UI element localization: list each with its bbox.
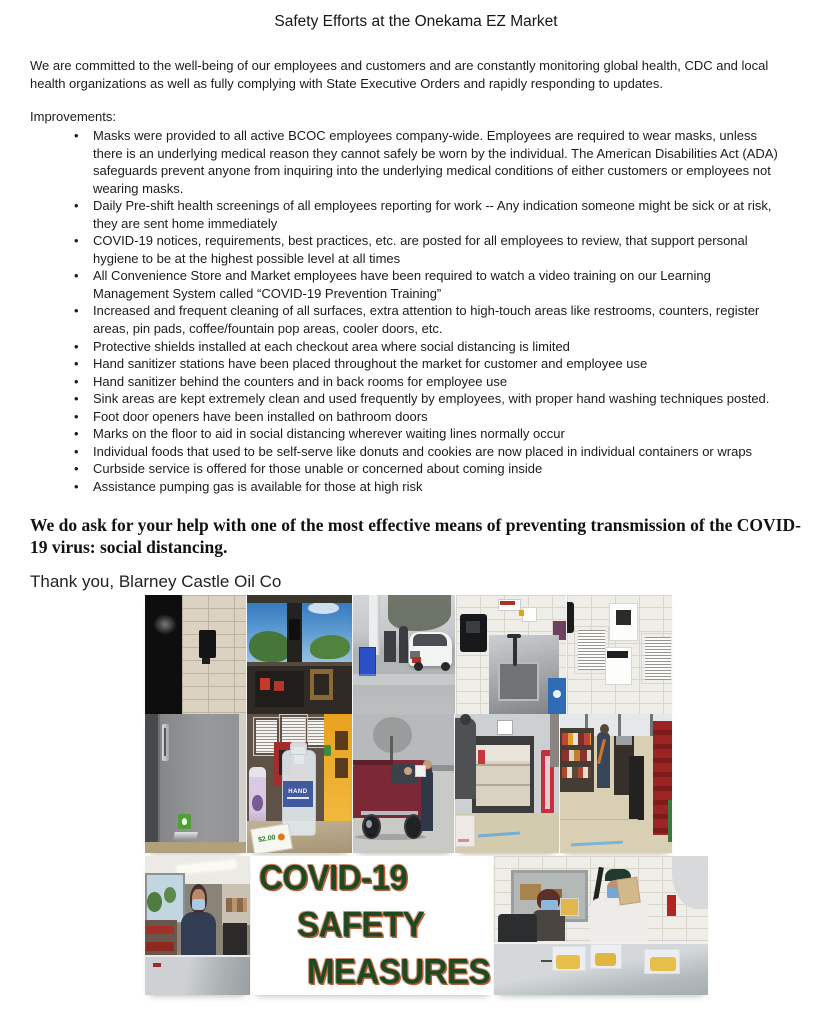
- covid-text-line2: SAFETY: [297, 904, 425, 944]
- suv-wheel: [414, 662, 423, 671]
- distancing-tape-blue: [571, 840, 623, 846]
- box-logo-circle: [553, 690, 561, 698]
- photo-bathroom-door-foot-opener: [145, 714, 246, 853]
- shelf-products-row: [562, 733, 591, 744]
- basket-handle: [541, 960, 552, 962]
- photo-curbside-service-truck: [353, 714, 454, 853]
- floor-box: [455, 815, 475, 848]
- bottle-label: [283, 781, 313, 807]
- faucet: [513, 635, 517, 666]
- bullet-item: • Individual foods that used to be self-serve like donuts and cookies are now placed in individual containers or wraps: [72, 443, 786, 461]
- stand-sticker-green: [324, 745, 331, 756]
- merch-box-dark: [314, 674, 329, 695]
- stand-slot: [335, 758, 348, 777]
- recycle-bin-blue: [359, 647, 376, 675]
- food-fries-yellow: [595, 953, 616, 966]
- sanitizer-dispenser-icon: [199, 630, 216, 658]
- vent-hood: [672, 856, 708, 909]
- notice-paper: [641, 633, 673, 684]
- canopy-column: [369, 595, 379, 655]
- page-title: Safety Efforts at the Onekama EZ Market: [274, 13, 558, 30]
- intro-paragraph: We are committed to the well-being of our employees and customers and are constantly monitoring global health, CDC and local health organizations as well as fully complying with State Executive Orders and rapidly responding to updates.: [30, 58, 769, 91]
- covid-safety-text-block: [251, 856, 493, 995]
- case-shelf-line: [476, 764, 530, 766]
- covid-text-line3: MEASURES: [306, 951, 490, 991]
- face-mask-blue: [192, 899, 205, 910]
- held-box-tan: [616, 877, 641, 905]
- back-shelf-boxes: [226, 898, 247, 912]
- wall-hook-dark: [567, 602, 574, 633]
- photo-entry-sanitizer-dispenser: [145, 595, 246, 714]
- bullet-item: • Increased and frequent cleaning of all surfaces, extra attention to high-touch areas like restrooms, counters, register areas, pin pads, coffee/fountain pop areas, cooler doors, etc.: [72, 302, 786, 337]
- improvements-label: Improvements:: [30, 109, 116, 125]
- food-fries-yellow: [650, 957, 676, 971]
- wet-pavement-sheen: [353, 674, 455, 686]
- wall-frame: [497, 720, 514, 736]
- held-item-yellow: [560, 898, 579, 917]
- register-top: [616, 736, 632, 744]
- tree-canopy: [388, 595, 451, 631]
- notice-small: [522, 607, 537, 622]
- person-at-pump: [399, 626, 408, 663]
- ground-shadow: [355, 834, 426, 841]
- stand-slot: [335, 731, 348, 750]
- bullet-item: • Marks on the floor to aid in social distancing wherever waiting lines normally occur: [72, 425, 786, 443]
- floor-seam: [560, 819, 638, 820]
- door-smudge: [153, 614, 177, 635]
- staff-woman-mask: [541, 900, 558, 910]
- photo-masked-kitchen-staff: [494, 856, 708, 995]
- floor-box-stripe: [458, 839, 468, 842]
- suv-windows: [413, 634, 447, 646]
- foot-door-pull: [173, 832, 198, 840]
- photo-checkout-floor-marks: [560, 714, 672, 853]
- dispenser-window: [466, 621, 480, 633]
- warning-sign-text: [500, 601, 515, 605]
- photo-gas-pumps-suv: [353, 595, 455, 714]
- photo-storefront-windows: [247, 595, 352, 714]
- shelf-products-row: [562, 767, 591, 778]
- bullet-item: • All Convenience Store and Market employees have been required to watch a video training on our Learning Management System called “COVID-19 Prevention Training”: [72, 267, 786, 302]
- tree-foliage: [249, 631, 291, 662]
- window-sill: [247, 662, 352, 667]
- green-edge-strip: [668, 800, 672, 842]
- food-fries-yellow: [556, 955, 580, 969]
- window-mullion: [618, 714, 621, 736]
- dark-tower-display: [629, 756, 644, 820]
- suv-wheel: [441, 662, 450, 671]
- photo-bakery-case-distancing: [455, 714, 559, 853]
- bottle-label-line2: [287, 797, 308, 799]
- bullet-item: • Foot door openers have been installed on bathroom doors: [72, 408, 786, 426]
- photo-handwash-sink: [456, 595, 566, 714]
- bullet-item: • Hand sanitizer behind the counters and in back rooms for employee use: [72, 373, 786, 391]
- closing-line-1: We do ask for your help with one of the most effective means of preventing transmission of the COVID-: [30, 514, 801, 535]
- driver-head: [404, 767, 412, 775]
- photo-masked-cashier: [145, 856, 250, 995]
- truck-bed-rail: [353, 760, 393, 766]
- photo-posted-notices: [567, 595, 672, 714]
- window-greenery: [147, 892, 162, 911]
- shopper-figure: [455, 718, 476, 799]
- closing-statement: [30, 514, 812, 558]
- photo-collage: [145, 595, 708, 995]
- caution-dot-yellow: [519, 610, 524, 616]
- price-tag-red: [274, 681, 283, 692]
- dispenser-nozzle: [202, 658, 210, 664]
- handle-slot: [164, 728, 166, 756]
- red-tag: [478, 750, 485, 764]
- shelf-products-row: [562, 750, 591, 761]
- closing-line-2: 19 virus: social distancing.: [30, 536, 228, 557]
- soap-dispenser: [460, 614, 486, 652]
- bullet-item: • Protective shields installed at each checkout area where social distancing is limited: [72, 338, 786, 356]
- fuel-pump: [384, 631, 396, 662]
- notice-header-bar: [607, 651, 628, 658]
- can-label-swirl: [252, 795, 263, 812]
- handoff-bag: [415, 765, 426, 777]
- bullet-item: • COVID-19 notices, requirements, best practices, etc. are posted for all employees to review, that support personal hygiene to be at the highest possible level at all times: [72, 232, 786, 267]
- tree-foliage: [310, 635, 350, 659]
- door-edge-line: [158, 714, 160, 853]
- bottle-neck: [290, 742, 307, 755]
- right-shelf: [550, 714, 559, 767]
- price-tag-red: [260, 678, 271, 690]
- bullet-item: • Hand sanitizer stations have been placed throughout the market for customer and employee use: [72, 355, 786, 373]
- column-dispenser: [289, 619, 300, 640]
- notice-photo-box: [616, 610, 631, 624]
- bullet-item: • Masks were provided to all active BCOC employees company-wide. Employees are required to wear masks, unless there is an underlying medical reason they cannot safely be worn by the individual. The American Disabilities Act (ADA) safeguards prevent anyone from inquiring into the underlying medical conditions of either customers or employees not wearing masks.: [72, 127, 786, 197]
- door-frame: [145, 714, 158, 853]
- right-wall: [239, 714, 246, 853]
- signature-line: Thank you, Blarney Castle Oil Co: [30, 571, 282, 591]
- bullet-item: • Daily Pre-shift health screenings of all employees reporting for work -- Any indication someone might be sick or at risk, they are sent home immediately: [72, 197, 786, 232]
- case-shelf-line: [476, 784, 530, 786]
- price-card: [250, 823, 292, 853]
- sink-basin: [498, 662, 539, 702]
- covid-text-line1: COVID-19: [259, 857, 408, 897]
- window-header: [247, 595, 352, 603]
- photo-hand-sanitizer-bottle: [247, 714, 352, 853]
- employee-figure: [421, 770, 433, 831]
- shelf-red-row: [146, 926, 174, 934]
- bottle-label-line1: HAND: [288, 788, 308, 795]
- faucet-spout: [507, 634, 521, 638]
- bullet-item: • Assistance pumping gas is available for those at high risk: [72, 478, 786, 496]
- red-fixture: [667, 895, 676, 916]
- shelf-red-row: [146, 942, 174, 950]
- notice-paper: [574, 626, 608, 674]
- floor-strip: [145, 842, 246, 853]
- price-text: $2.00: [257, 834, 277, 844]
- price-dot-orange: [277, 833, 285, 841]
- document-content: [0, 13, 832, 592]
- counter-item-red: [153, 963, 161, 967]
- bullet-item: • Curbside service is offered for those unable or concerned about coming inside: [72, 460, 786, 478]
- checkout-counter: [145, 955, 250, 995]
- bullet-item: • Sink areas are kept extremely clean and used frequently by employees, with proper hand washing techniques posted.: [72, 390, 786, 408]
- improvements-list: [72, 127, 786, 495]
